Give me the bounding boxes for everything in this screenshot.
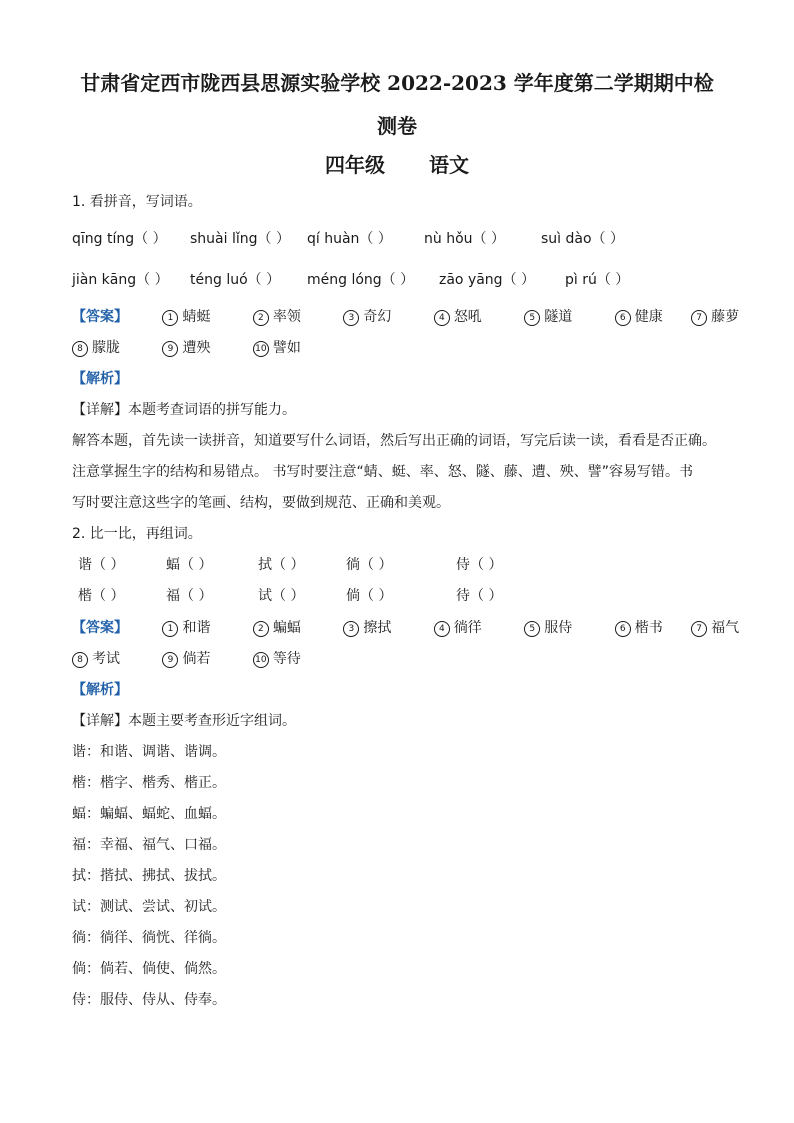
q2-group-line: 徜：徜徉、徜恍、徉徜。 (72, 930, 226, 946)
answer-item: 9 遭殃 (162, 338, 228, 358)
answer-item: 4 怒吼 (434, 307, 500, 327)
q2-detail: 【详解】本题主要考查形近字组词。 (72, 713, 296, 729)
pinyin-item: téng luó（ ） (190, 272, 281, 288)
circled-number: 5 (524, 310, 540, 326)
pinyin-item: zāo yāng（ ） (439, 272, 536, 288)
answer-tag: 【答案】 (72, 620, 128, 636)
char-item: 待（ ） (456, 588, 503, 604)
char-item: 徜（ ） (346, 557, 393, 573)
pinyin-item: shuài lǐng（ ） (190, 231, 290, 247)
pinyin-item: qīng tíng（ ） (72, 231, 167, 247)
q1-answer-row1 (72, 307, 739, 327)
answer-item: 8 朦胧 (72, 338, 138, 358)
q2-prompt: 2. 比一比，再组词。 (72, 526, 202, 542)
answer-item: 7 藤萝 (691, 307, 739, 327)
grade-label: 四年级 (325, 153, 385, 177)
circled-number: 4 (434, 310, 450, 326)
answer-item: 2 蝙蝠 (253, 618, 319, 638)
circled-number: 8 (72, 652, 88, 668)
circled-number: 3 (343, 621, 359, 637)
q2-group-line: 谐：和谐、调谐、谐调。 (72, 744, 226, 760)
answer-item: 1 蜻蜓 (162, 307, 228, 327)
answer-item: 7 福气 (691, 618, 739, 638)
circled-number: 1 (162, 621, 178, 637)
pinyin-item: méng lóng（ ） (307, 272, 415, 288)
circled-number: 6 (615, 621, 631, 637)
q2-answer-row2 (72, 649, 339, 669)
char-item: 试（ ） (258, 588, 305, 604)
q1-para1: 解答本题，首先读一读拼音，知道要写什么词语，然后写出正确的词语，写完后读一读，看看是否正确。 (72, 433, 716, 449)
circled-number: 4 (434, 621, 450, 637)
circled-number: 7 (691, 310, 707, 326)
char-item: 拭（ ） (258, 557, 305, 573)
q2-group-line: 侍：服侍、侍从、侍奉。 (72, 992, 226, 1008)
char-item: 侍（ ） (456, 557, 503, 573)
exam-title-line2: 测卷 (377, 114, 417, 138)
answer-item: 4 徜徉 (434, 618, 500, 638)
pinyin-item: jiàn kāng（ ） (72, 272, 169, 288)
circled-number: 8 (72, 341, 88, 357)
pinyin-item: pì rú（ ） (565, 272, 630, 288)
char-item: 谐（ ） (78, 557, 125, 573)
q1-answer-row2 (72, 338, 339, 358)
exam-title-line1: 甘肃省定西市陇西县思源实验学校 2022-2023 学年度第二学期期中检 (80, 71, 714, 95)
circled-number: 6 (615, 310, 631, 326)
circled-number: 10 (253, 652, 269, 668)
q2-group-line: 蝠：蝙蝠、蝠蛇、血蝠。 (72, 806, 226, 822)
answer-item: 10 譬如 (253, 338, 319, 358)
circled-number: 3 (343, 310, 359, 326)
q2-group-line: 试：测试、尝试、初试。 (72, 899, 226, 915)
q1-analysis-tag: 【解析】 (72, 371, 128, 387)
circled-number: 2 (253, 621, 269, 637)
q2-group-line: 福：幸福、福气、口福。 (72, 837, 226, 853)
answer-item: 1 和谐 (162, 618, 228, 638)
circled-number: 9 (162, 652, 178, 668)
char-item: 蝠（ ） (166, 557, 213, 573)
circled-number: 5 (524, 621, 540, 637)
circled-number: 2 (253, 310, 269, 326)
circled-number: 10 (253, 341, 269, 357)
answer-item: 3 奇幻 (343, 307, 409, 327)
grade-subject (40, 152, 754, 178)
answer-item: 6 健康 (615, 307, 667, 327)
answer-item: 2 率领 (253, 307, 319, 327)
answer-item: 5 服侍 (524, 618, 590, 638)
answer-item: 3 擦拭 (343, 618, 409, 638)
q1-pinyin-row1 (72, 229, 651, 249)
circled-number: 7 (691, 621, 707, 637)
q2-group-line: 楷：楷字、楷秀、楷正。 (72, 775, 226, 791)
pinyin-item: qí huàn（ ） (307, 231, 392, 247)
q2-char-row2 (78, 586, 566, 606)
q1-detail: 【详解】本题考查词语的拼写能力。 (72, 402, 296, 418)
pinyin-item: nù hǒu（ ） (424, 231, 505, 247)
q2-char-row1 (78, 555, 566, 575)
pinyin-item: suì dào（ ） (541, 231, 624, 247)
q2-group-line: 倘：倘若、倘使、倘然。 (72, 961, 226, 977)
q2-answer-row1 (72, 618, 739, 638)
subject-label: 语文 (429, 153, 469, 177)
q1-para3: 写时要注意这些字的笔画、结构，要做到规范、正确和美观。 (72, 495, 450, 511)
q1-pinyin-row2 (72, 270, 665, 290)
q2-analysis-tag: 【解析】 (72, 682, 128, 698)
q2-group-line: 拭：揩拭、拂拭、拔拭。 (72, 868, 226, 884)
answer-item: 6 楷书 (615, 618, 667, 638)
q1-para2: 注意掌握生字的结构和易错点。 书写时要注意“蜻、蜓、率、怒、隧、藤、遭、殃、譬”容易写错。书 (72, 464, 693, 480)
char-item: 福（ ） (166, 588, 213, 604)
answer-item: 10 等待 (253, 649, 319, 669)
circled-number: 9 (162, 341, 178, 357)
q1-prompt: 1. 看拼音，写词语。 (72, 194, 202, 210)
answer-item: 9 倘若 (162, 649, 228, 669)
circled-number: 1 (162, 310, 178, 326)
answer-item: 8 考试 (72, 649, 138, 669)
answer-item: 5 隧道 (524, 307, 590, 327)
char-item: 楷（ ） (78, 588, 125, 604)
char-item: 倘（ ） (346, 588, 393, 604)
answer-tag: 【答案】 (72, 309, 128, 325)
